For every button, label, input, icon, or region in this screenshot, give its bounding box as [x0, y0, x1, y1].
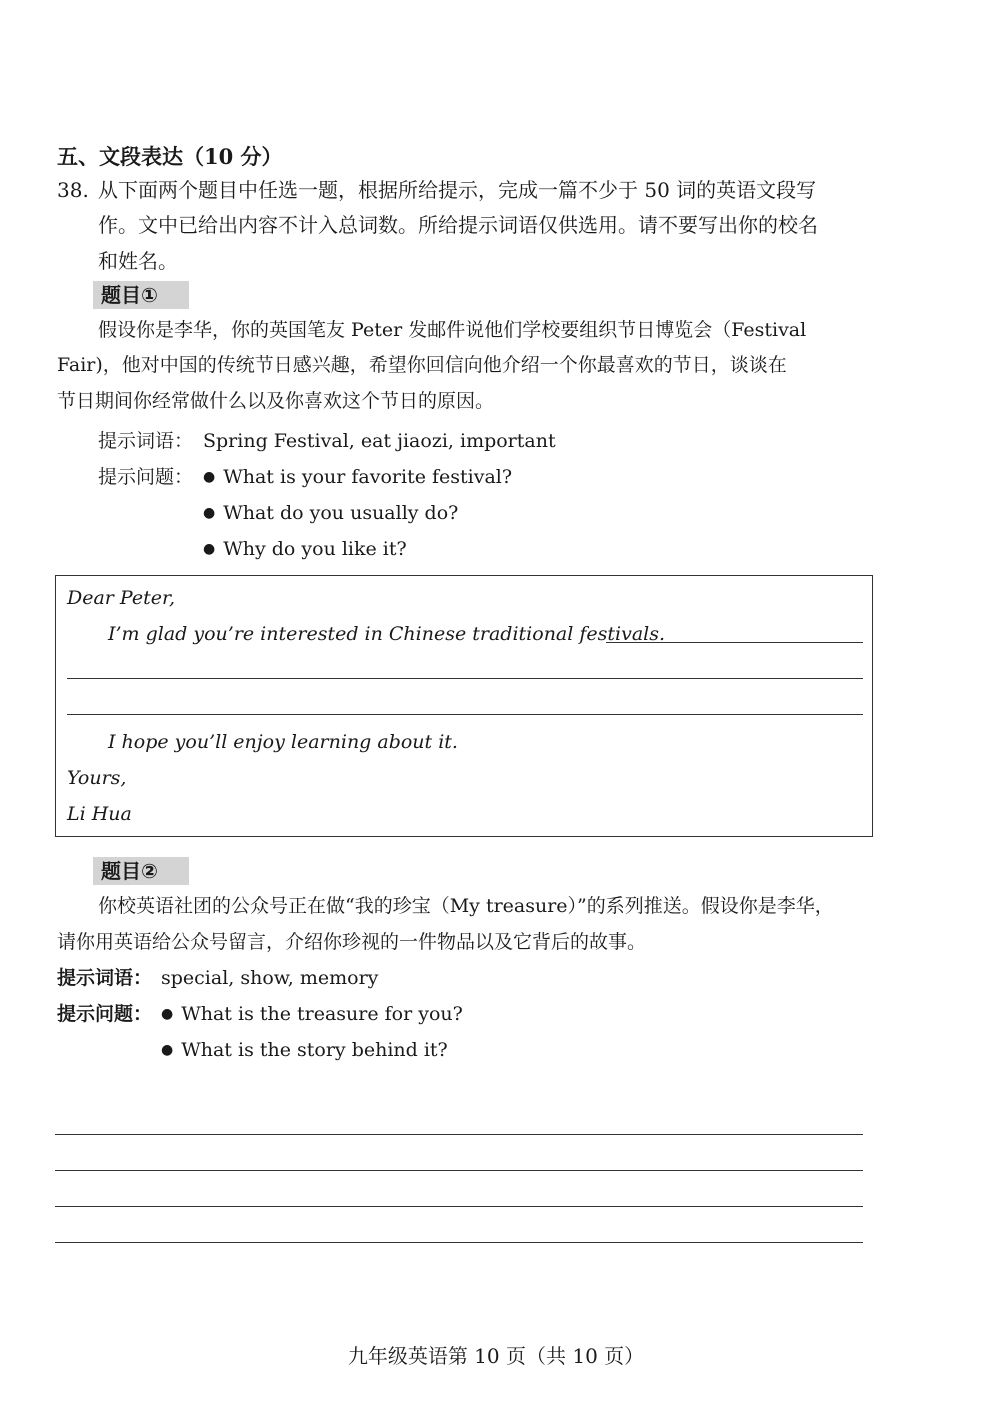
- topic2-hint-question: ● What is the story behind it?: [161, 1038, 448, 1062]
- topic1-tag: 题目①: [93, 281, 189, 309]
- topic1-hint-question: ● What is your favorite festival?: [203, 465, 512, 489]
- topic2-hint-questions-label: 提示问题：: [57, 1003, 153, 1025]
- answer-line[interactable]: [55, 1134, 863, 1135]
- page-footer: 九年级英语第 10 页（共 10 页）: [347, 1344, 645, 1368]
- section-title: 五、文段表达（10 分）: [57, 144, 283, 169]
- answer-line[interactable]: [67, 678, 863, 679]
- topic1-paragraph-line: Fair)，他对中国的传统节日感兴趣，希望你回信向他介绍一个你最喜欢的节日，谈谈在: [57, 354, 787, 376]
- answer-line[interactable]: [55, 1242, 863, 1243]
- letter-greeting: Dear Peter,: [67, 587, 176, 609]
- question-instruction-line: 从下面两个题目中任选一题，根据所给提示，完成一篇不少于 50 词的英语文段写: [98, 178, 817, 202]
- topic2-paragraph-line: 你校英语社团的公众号正在做“我的珍宝（My treasure）”的系列推送。假设你是李华，: [98, 895, 834, 917]
- topic2-paragraph-line: 请你用英语给公众号留言，介绍你珍视的一件物品以及它背后的故事。: [57, 931, 647, 953]
- letter-signature: Li Hua: [67, 803, 132, 825]
- topic1-hint-question: ● Why do you like it?: [203, 537, 407, 561]
- topic2-tag: 题目②: [93, 857, 189, 885]
- topic2-hint-question: ● What is the treasure for you?: [161, 1002, 463, 1026]
- topic2-hint-words: special, show, memory: [161, 967, 379, 989]
- letter-signoff: Yours,: [67, 767, 127, 789]
- letter-closing: I hope you’ll enjoy learning about it.: [108, 731, 458, 753]
- answer-line[interactable]: [606, 642, 863, 643]
- question-instruction-line: 作。文中已给出内容不计入总词数。所给提示词语仅供选用。请不要写出你的校名: [98, 213, 818, 237]
- answer-line[interactable]: [55, 1170, 863, 1171]
- topic1-hint-question: ● What do you usually do?: [203, 501, 458, 525]
- topic2-hint-words-label: 提示词语：: [57, 967, 153, 989]
- topic1-paragraph-line: 假设你是李华，你的英国笔友 Peter 发邮件说他们学校要组织节日博览会（Festival: [98, 319, 807, 341]
- letter-box: [55, 575, 873, 837]
- question-number: 38.: [57, 178, 89, 202]
- topic1-hint-words: Spring Festival, eat jiaozi, important: [203, 430, 556, 452]
- topic1-hint-questions-label: 提示问题：: [98, 466, 194, 488]
- answer-line[interactable]: [55, 1206, 863, 1207]
- letter-opening: I’m glad you’re interested in Chinese traditional festivals.: [108, 623, 666, 645]
- topic1-paragraph-line: 节日期间你经常做什么以及你喜欢这个节日的原因。: [57, 390, 495, 412]
- answer-line[interactable]: [67, 714, 863, 715]
- topic1-hint-words-label: 提示词语：: [98, 430, 194, 452]
- question-instruction-line: 和姓名。: [98, 249, 178, 273]
